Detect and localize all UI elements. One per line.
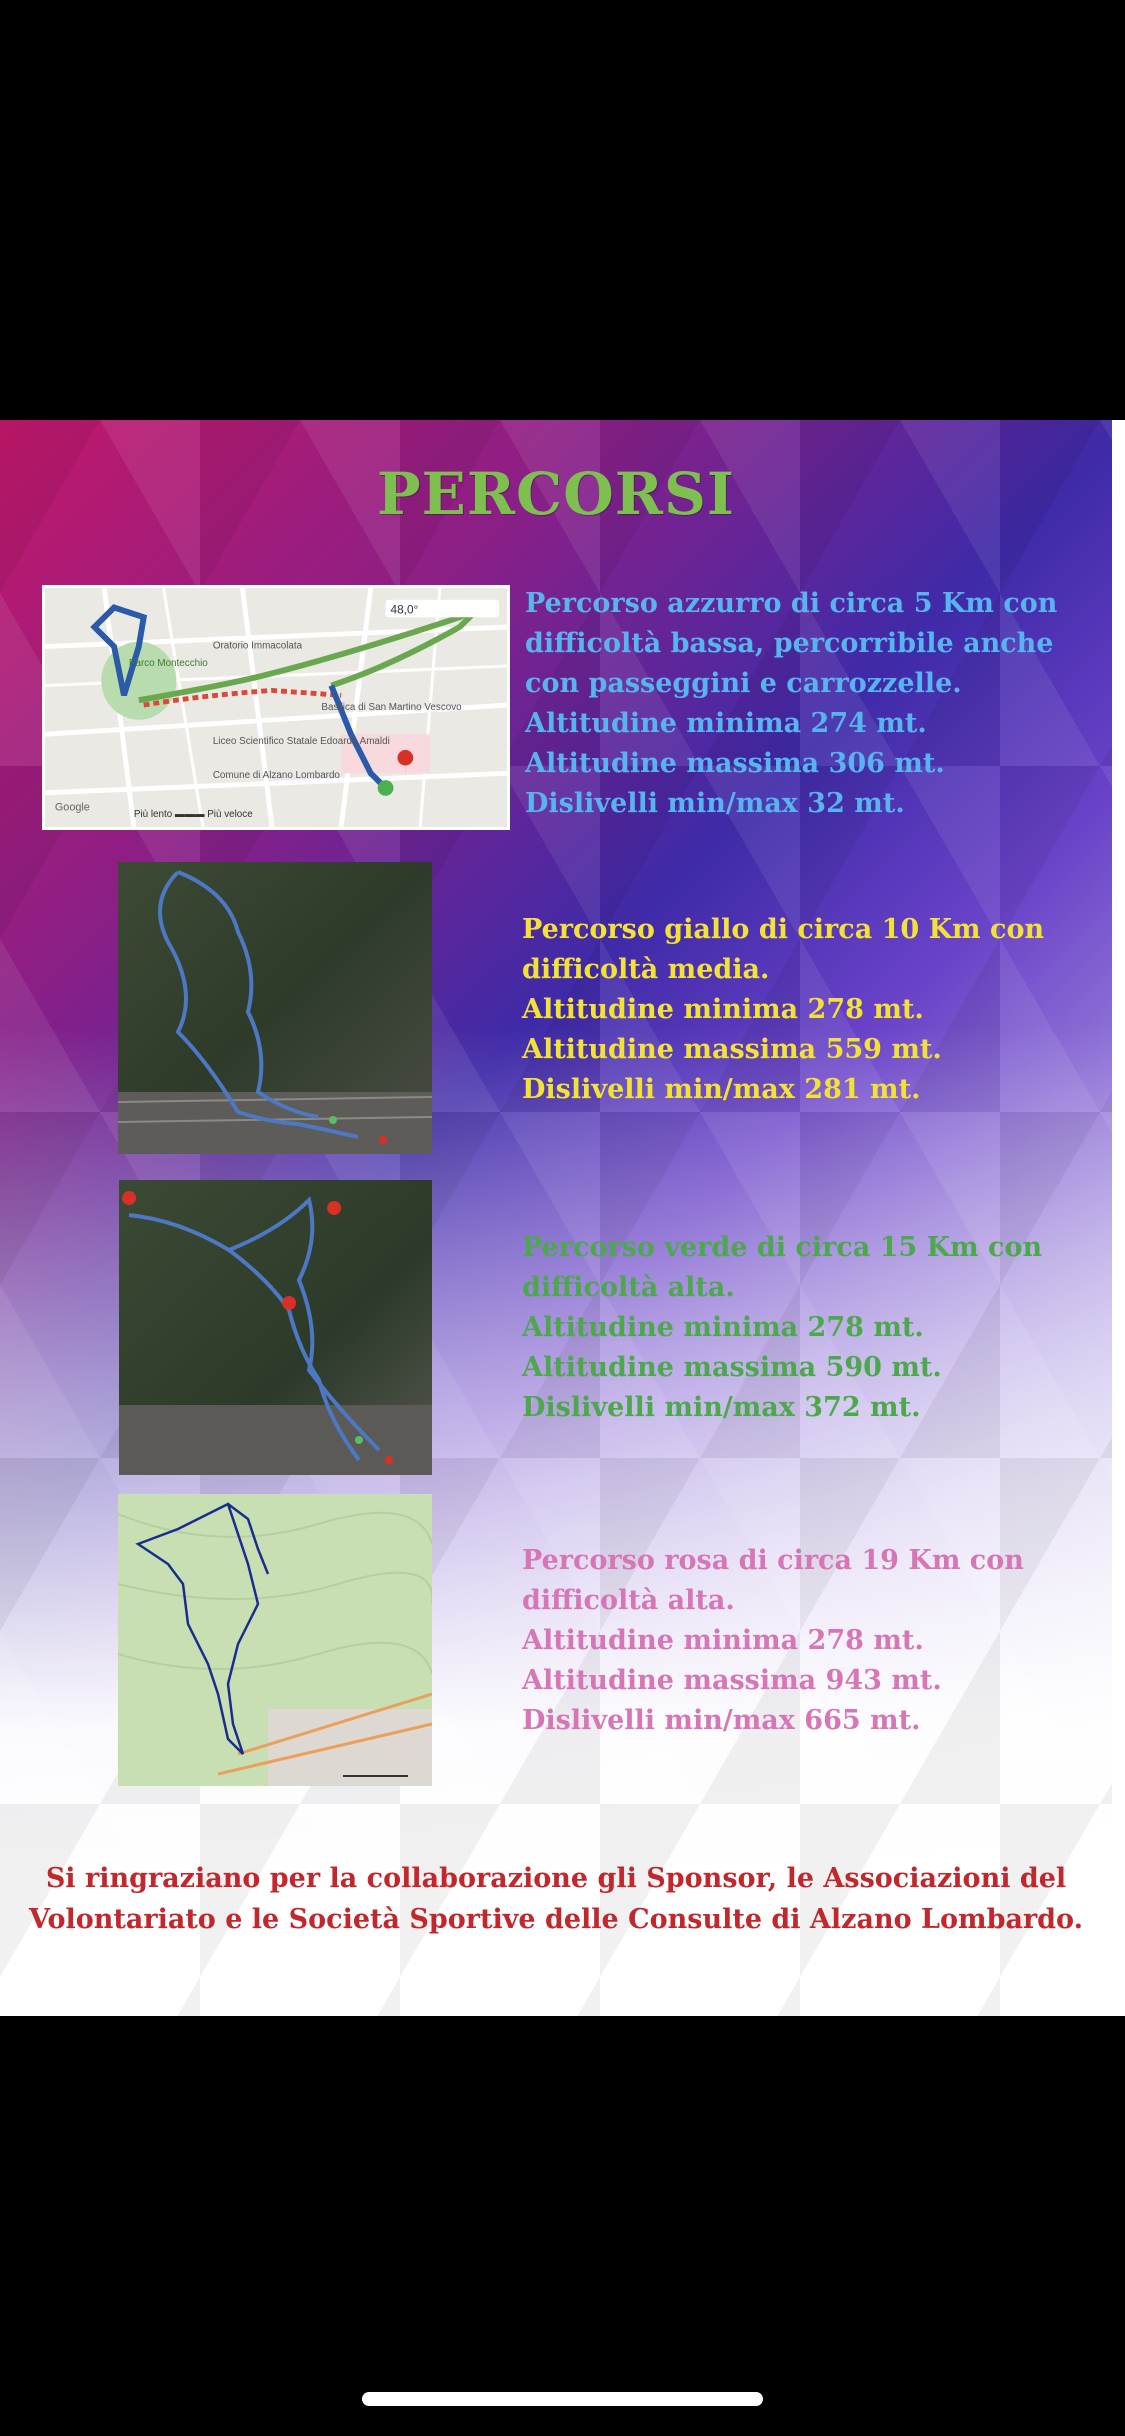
route-yellow-description [522,910,1044,1110]
svg-text:Basilica di San Martino Vescov: Basilica di San Martino Vescovo [321,701,462,713]
route-pink-description [522,1541,1024,1741]
route-pink-line: Altitudine massima 943 mt. [522,1665,942,1696]
google-logo: Google [54,801,90,814]
route-yellow-line: difficoltà media. [522,954,770,985]
route-map-pink [118,1494,432,1786]
acknowledgements [0,1858,1112,1940]
map-temperature: 48,0° [390,603,419,617]
route-blue-line: difficoltà bassa, percorribile anche [525,628,1054,659]
home-indicator[interactable] [362,2392,763,2406]
route-yellow-line: Dislivelli min/max 281 mt. [522,1074,921,1105]
route-blue-line: Percorso azzurro di circa 5 Km con [525,588,1058,619]
route-green-line: Altitudine massima 590 mt. [522,1352,942,1383]
route-blue-description [525,584,1057,824]
route-yellow-line: Altitudine massima 559 mt. [522,1034,942,1065]
route-green-line: difficoltà alta. [522,1272,735,1303]
route-pink-line: difficoltà alta. [522,1585,735,1616]
route-green-line: Dislivelli min/max 372 mt. [522,1392,921,1423]
route-blue-line: con passeggini e carrozzelle. [525,668,962,699]
poster-edge [1112,420,1125,2016]
svg-text:Liceo Scientifico Statale Edoa: Liceo Scientifico Statale Edoardo Amaldi [212,736,390,748]
poster [0,420,1112,2016]
route-green-line: Altitudine minima 278 mt. [522,1312,924,1343]
svg-text:Parco Montecchio: Parco Montecchio [128,658,208,670]
route-pink-line: Altitudine minima 278 mt. [522,1625,924,1656]
route-blue-line: Dislivelli min/max 32 mt. [525,788,905,819]
route-yellow-line: Altitudine minima 278 mt. [522,994,924,1025]
route-pink-line: Percorso rosa di circa 19 Km con [522,1545,1024,1576]
poster-title: PERCORSI [377,460,735,528]
route-pink-line: Dislivelli min/max 665 mt. [522,1705,921,1736]
svg-text:Oratorio Immacolata: Oratorio Immacolata [212,640,303,652]
acknowledgements-line: Si ringraziano per la collaborazione gli Sponsor, le Associazioni del [45,1863,1067,1894]
svg-text:Più lento ▬▬▬ Più veloce: Più lento ▬▬▬ Più veloce [133,809,253,821]
route-map-blue [42,585,510,830]
route-blue-line: Altitudine minima 274 mt. [525,708,927,739]
route-blue-line: Altitudine massima 306 mt. [525,748,945,779]
route-yellow-line: Percorso giallo di circa 10 Km con [522,914,1045,945]
route-map-green [119,1180,432,1475]
acknowledgements-line: Volontariato e le Società Sportive delle Consulte di Alzano Lombardo. [29,1904,1083,1935]
route-green-description [522,1228,1042,1428]
route-green-line: Percorso verde di circa 15 Km con [522,1232,1043,1263]
svg-text:Comune di Alzano Lombardo: Comune di Alzano Lombardo [212,770,340,782]
route-map-yellow [118,862,432,1154]
